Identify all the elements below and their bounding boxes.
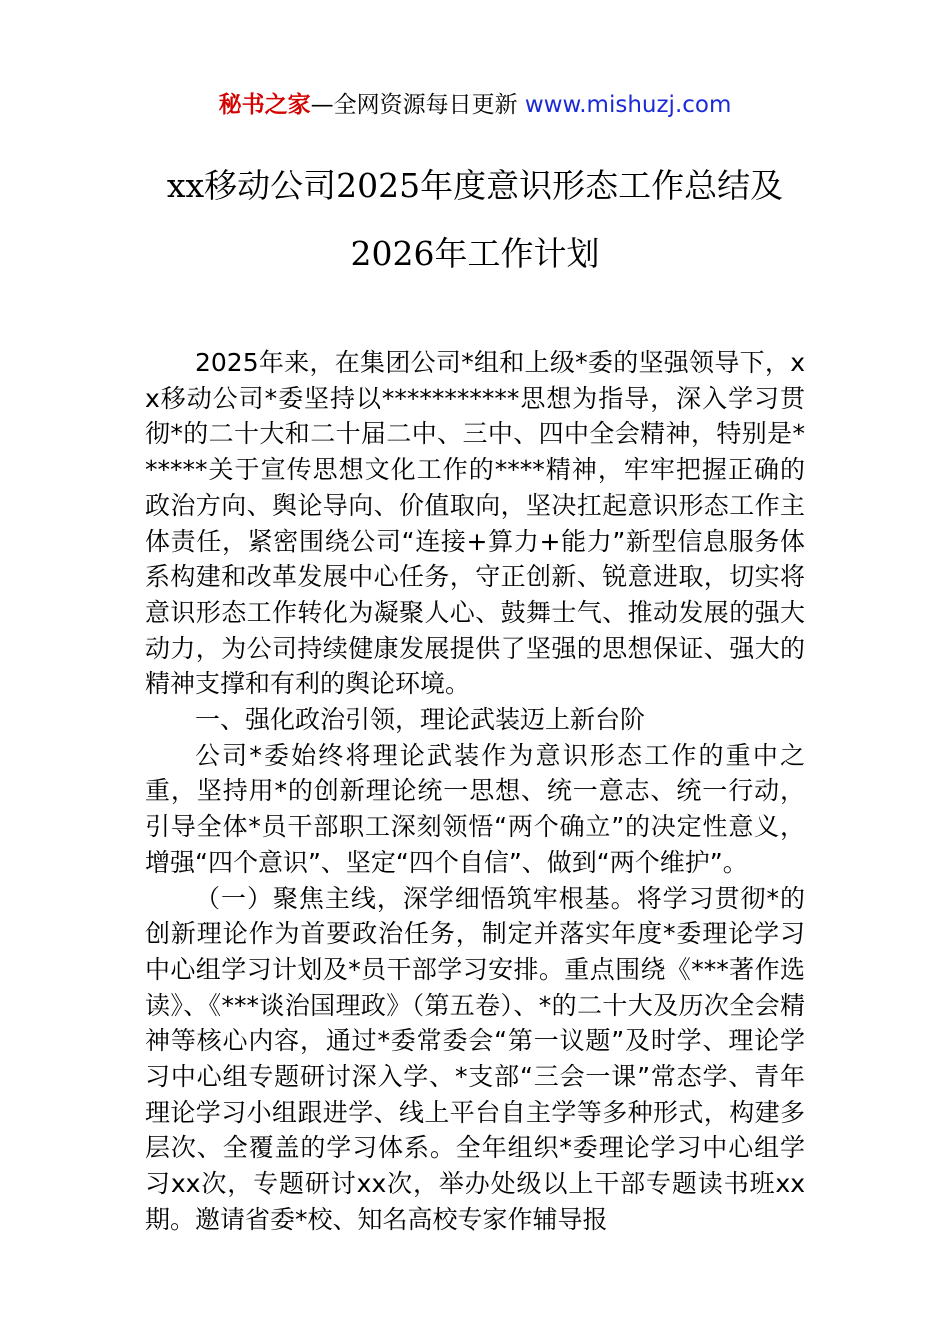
brand-name: 秘书之家 xyxy=(218,92,311,118)
document-title-line-1: xx移动公司2025年度意识形态工作总结及 xyxy=(166,166,784,205)
site-url-link[interactable]: www.mishuzj.com xyxy=(524,92,732,118)
subsection-paragraph: （一）聚焦主线，深学细悟筑牢根基。将学习贯彻*的创新理论作为首要政治任务，制定并落实年度*委理论学习中心组学习计划及*员干部学习安排。重点围绕《***著作选读》、《***谈治国理政》（第五卷）、*的二十大及历次全会精神等核心内容，通过*委常委会“第一议题”及时学、理论学习中心组专题研讨深入学、*支部“三会一课”常态学、青年理论学习小组跟进学、线上平台自主学等多种形式，构建多层次、全覆盖的学习体系。全年组织*委理论学习中心组学习xx次，专题研讨xx次，举办处级以上干部专题读书班xx期。邀请省委*校、知名高校专家作辅导报 xyxy=(145,883,805,1234)
document-title-line-2: 2026年工作计划 xyxy=(350,234,600,273)
document-body xyxy=(145,345,805,1238)
intro-paragraph: 2025年来，在集团公司*组和上级*委的坚强领导下，xx移动公司*委坚持以***********思想为指导，深入学习贯彻*的二十大和二十届二中、三中、四中全会精神，特别是******关于宣传思想文化工作的****精神，牢牢把握正确的政治方向、舆论导向、价值取向，坚决扛起意识形态工作主体责任，紧密围绕公司“连接+算力+能力”新型信息服务体系构建和改革发展中心任务，守正创新、锐意进取，切实将意识形态工作转化为凝聚人心、鼓舞士气、推动发展的强大动力，为公司持续健康发展提供了坚强的思想保证、强大的精神支撑和有利的舆论环境。 xyxy=(145,348,805,699)
header-tagline: —全网资源每日更新 xyxy=(310,92,525,118)
section-heading: 一、强化政治引领，理论武装迈上新台阶 xyxy=(195,705,646,735)
section-paragraph: 公司*委始终将理论武装作为意识形态工作的重中之重，坚持用*的创新理论统一思想、统一意志、统一行动，引导全体*员干部职工深刻领悟“两个确立”的决定性意义，增强“四个意识”、坚定“四个自信”、做到“两个维护”。 xyxy=(145,740,805,877)
site-header xyxy=(0,88,950,122)
